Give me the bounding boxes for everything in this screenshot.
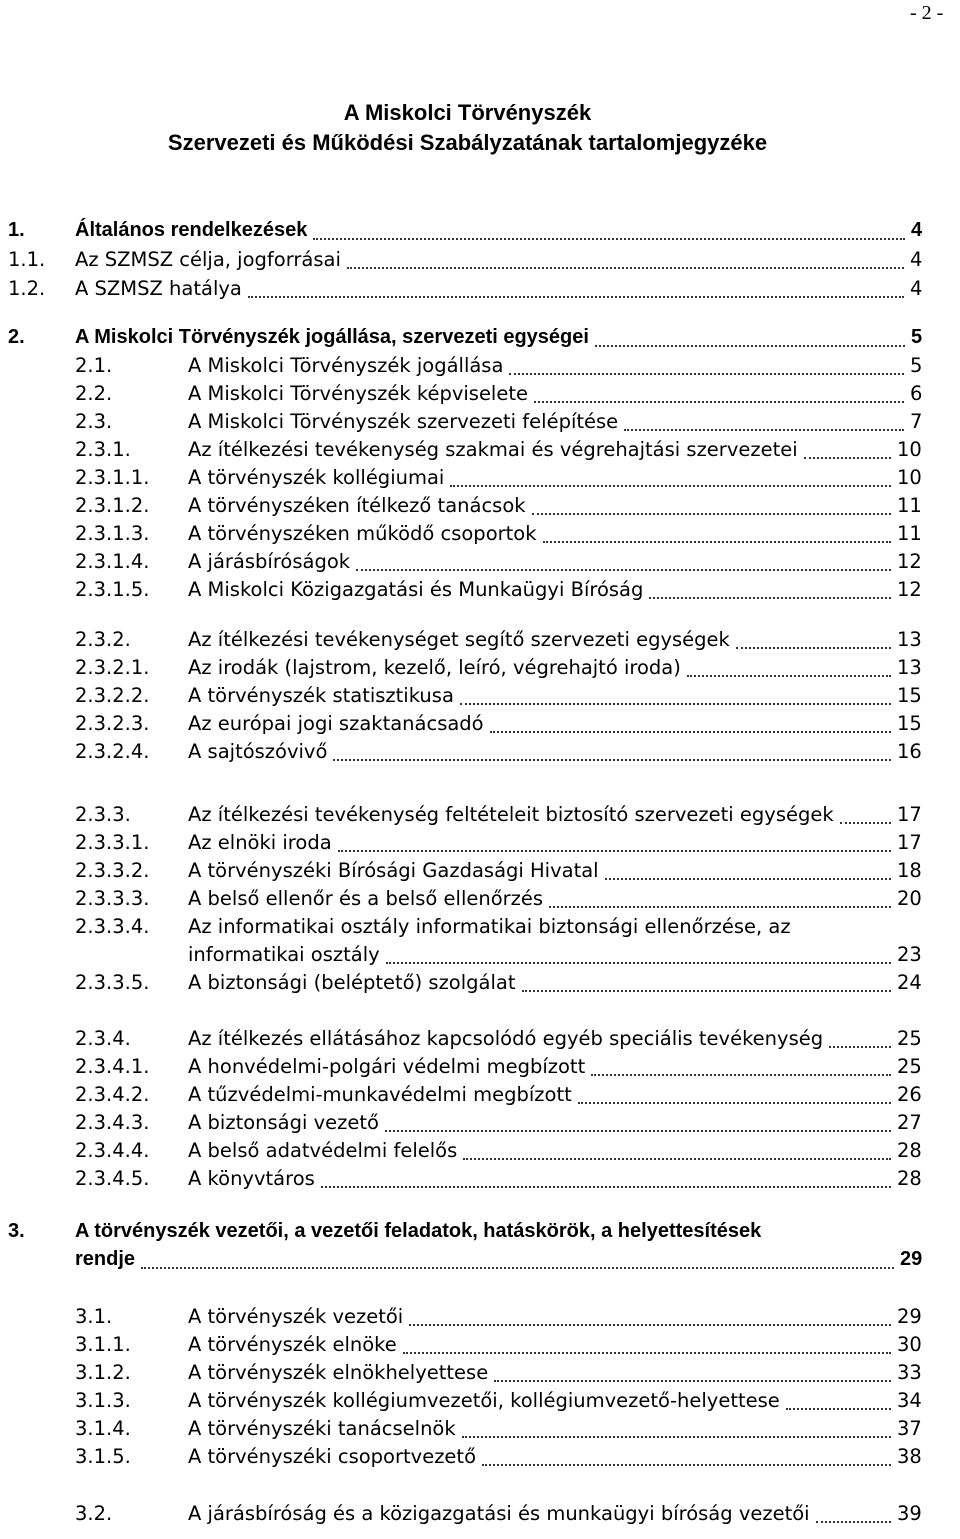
toc-entry[interactable] <box>0 971 960 999</box>
toc-entry-number: 1. <box>8 219 25 241</box>
toc-entry-page: 28 <box>897 1167 922 1190</box>
toc-entry-title: Az informatikai osztály informatikai biztonsági ellenőrzése, az <box>188 915 791 938</box>
toc-entry[interactable] <box>0 1220 960 1248</box>
toc-entry-number: 3.1.1. <box>75 1333 131 1356</box>
toc-entry[interactable] <box>0 1167 960 1195</box>
toc-entry[interactable] <box>0 712 960 740</box>
toc-entry-title: rendje <box>75 1248 136 1270</box>
toc-entry-title: A honvédelmi-polgári védelmi megbízott <box>188 1055 586 1078</box>
toc-entry-title: Az SZMSZ célja, jogforrásai <box>75 248 341 271</box>
toc-entry-number: 2.3.2.4. <box>75 740 150 763</box>
toc-entry-number: 2.3. <box>75 410 113 433</box>
toc-leader-dots <box>313 224 905 240</box>
toc-leader-dots <box>338 836 891 852</box>
toc-leader-dots <box>409 1310 891 1326</box>
toc-entry-page: 18 <box>897 859 922 882</box>
toc-entry-number: 3.1.3. <box>75 1389 131 1412</box>
toc-entry[interactable] <box>0 1111 960 1139</box>
toc-entry-number: 2.3.1.3. <box>75 522 150 545</box>
toc-entry-title: Általános rendelkezések <box>75 219 308 241</box>
toc-leader-dots <box>386 948 891 964</box>
toc-entry[interactable] <box>0 1502 960 1530</box>
toc-entry-title: Az ítélkezési tevékenység feltételeit biztosító szervezeti egységek <box>188 803 834 826</box>
toc-entry-page: 29 <box>897 1305 922 1328</box>
toc-entry-page: 16 <box>897 740 922 763</box>
toc-entry-number: 3.1. <box>75 1305 113 1328</box>
toc-leader-dots <box>248 282 904 298</box>
toc-entry-title: A törvényszék statisztikusa <box>188 684 454 707</box>
toc-entry-number: 2.3.1.4. <box>75 550 150 573</box>
toc-entry-number: 2.3.1.5. <box>75 578 150 601</box>
toc-leader-dots <box>463 1144 891 1160</box>
toc-leader-dots <box>578 1088 891 1104</box>
toc-entry-number: 2.3.2. <box>75 628 131 651</box>
toc-entry[interactable] <box>0 494 960 522</box>
toc-entry-page: 5 <box>910 354 923 377</box>
toc-leader-dots <box>595 331 905 347</box>
toc-entry-title: Az ítélkezési tevékenységet segítő szervezeti egységek <box>188 628 730 651</box>
toc-entry-number: 2.3.1.1. <box>75 466 150 489</box>
toc-entry-title: A belső ellenőr és a belső ellenőrzés <box>188 887 544 910</box>
toc-entry[interactable] <box>0 1333 960 1361</box>
toc-entry-title: A Miskolci Közigazgatási és Munkaügyi Bíróság <box>188 578 644 601</box>
toc-entry[interactable] <box>0 859 960 887</box>
toc-leader-dots <box>385 1116 891 1132</box>
toc-entry[interactable] <box>0 466 960 494</box>
toc-entry-title: A törvényszéki Bírósági Gazdasági Hivatal <box>188 859 599 882</box>
toc-entry-page: 25 <box>897 1027 922 1050</box>
toc-entry-title: A biztonsági vezető <box>188 1111 379 1134</box>
toc-entry-number: 2.3.2.1. <box>75 656 150 679</box>
toc-leader-dots <box>840 808 891 824</box>
toc-leader-dots <box>490 717 891 733</box>
toc-entry-title: A Miskolci Törvényszék képviselete <box>188 382 528 405</box>
toc-entry-number: 2.3.3.1. <box>75 831 150 854</box>
toc-entry[interactable] <box>0 522 960 550</box>
toc-entry-number: 2.1. <box>75 354 113 377</box>
toc-entry[interactable] <box>0 1305 960 1333</box>
toc-entry-title: A törvényszék kollégiumai <box>188 466 445 489</box>
toc-entry-page: 37 <box>897 1417 922 1440</box>
toc-entry-number: 2.3.3.4. <box>75 915 150 938</box>
toc-entry-title: A törvényszék kollégiumvezetői, kollégiumvezető-helyettese <box>188 1389 780 1412</box>
toc-entry[interactable] <box>0 1055 960 1083</box>
toc-entry-page: 10 <box>897 438 922 461</box>
toc-leader-dots <box>591 1060 891 1076</box>
toc-entry-title: A törvényszéki tanácselnök <box>188 1417 456 1440</box>
toc-entry-page: 24 <box>897 971 922 994</box>
toc-entry-number: 2.3.4.5. <box>75 1167 150 1190</box>
toc-entry-number: 2.3.4. <box>75 1027 131 1050</box>
toc-entry-page: 17 <box>897 803 922 826</box>
toc-entry[interactable] <box>0 1248 960 1276</box>
toc-entry[interactable] <box>0 438 960 466</box>
toc-entry[interactable] <box>0 1083 960 1111</box>
toc-entry-number: 2. <box>8 326 25 348</box>
toc-entry-title: Az elnöki iroda <box>188 831 332 854</box>
toc-entry-number: 2.3.3. <box>75 803 131 826</box>
toc-entry-number: 1.2. <box>8 277 46 300</box>
toc-entry-title: Az irodák (lajstrom, kezelő, leíró, végrehajtó iroda) <box>188 656 681 679</box>
toc-entry[interactable] <box>0 354 960 382</box>
toc-leader-dots <box>494 1366 891 1382</box>
toc-entry-number: 3.1.4. <box>75 1417 131 1440</box>
toc-entry-number: 2.2. <box>75 382 113 405</box>
toc-entry-page: 13 <box>897 628 922 651</box>
toc-entry-title: A törvényszék vezetői, a vezetői feladatok, hatáskörök, a helyettesítések <box>75 1220 762 1242</box>
toc-entry-title: Az ítélkezés ellátásához kapcsolódó egyéb speciális tevékenység <box>188 1027 824 1050</box>
toc-entry-page: 29 <box>900 1248 923 1270</box>
toc-leader-dots <box>687 661 891 677</box>
toc-entry-number: 3.1.5. <box>75 1445 131 1468</box>
toc-entry-page: 30 <box>897 1333 922 1356</box>
toc-entry-page: 23 <box>897 943 922 966</box>
toc-entry[interactable] <box>0 1389 960 1417</box>
toc-leader-dots <box>460 689 891 705</box>
toc-entry-title: A SZMSZ hatálya <box>75 277 242 300</box>
toc-leader-dots <box>543 527 891 543</box>
toc-entry-number: 3.2. <box>75 1502 113 1525</box>
toc-entry-title: Az ítélkezési tevékenység szakmai és végrehajtási szervezetei <box>188 438 798 461</box>
toc-entry[interactable] <box>0 1027 960 1055</box>
toc-entry-title: A belső adatvédelmi felelős <box>188 1139 458 1162</box>
toc-entry[interactable] <box>0 803 960 831</box>
toc-entry[interactable] <box>0 628 960 656</box>
toc-leader-dots <box>649 583 891 599</box>
toc-leader-dots <box>829 1032 891 1048</box>
document-subtitle: Szervezeti és Működési Szabályzatának tartalomjegyzéke <box>167 130 768 155</box>
toc-entry-page: 4 <box>911 219 923 241</box>
toc-entry-title: A törvényszék elnökhelyettese <box>188 1361 489 1384</box>
toc-entry-number: 2.3.2.3. <box>75 712 150 735</box>
toc-entry[interactable] <box>0 382 960 410</box>
toc-leader-dots <box>786 1394 891 1410</box>
toc-entry-number: 2.3.4.3. <box>75 1111 150 1134</box>
toc-entry[interactable] <box>0 915 960 943</box>
toc-entry-title: A Miskolci Törvényszék szervezeti felépítése <box>188 410 619 433</box>
toc-entry-title: informatikai osztály <box>188 943 380 966</box>
toc-entry-page: 6 <box>910 382 923 405</box>
toc-entry-page: 11 <box>897 522 922 545</box>
toc-entry-title: A törvényszéken működő csoportok <box>188 522 537 545</box>
toc-entry-title: A törvényszéken ítélkező tanácsok <box>188 494 526 517</box>
toc-entry[interactable] <box>0 1361 960 1389</box>
toc-entry-number: 2.3.1.2. <box>75 494 150 517</box>
toc-leader-dots <box>509 359 904 375</box>
toc-entry[interactable] <box>0 410 960 438</box>
toc-entry[interactable] <box>0 219 960 247</box>
toc-leader-dots <box>482 1450 891 1466</box>
toc-entry-page: 20 <box>897 887 922 910</box>
toc-leader-dots <box>736 633 891 649</box>
toc-entry-number: 2.3.3.2. <box>75 859 150 882</box>
toc-entry-title: A Miskolci Törvényszék jogállása, szervezeti egységei <box>75 326 589 348</box>
toc-entry-page: 38 <box>897 1445 922 1468</box>
toc-entry[interactable] <box>0 1417 960 1445</box>
toc-leader-dots <box>532 499 891 515</box>
toc-entry-number: 3. <box>8 1220 25 1242</box>
toc-entry[interactable] <box>0 578 960 606</box>
toc-entry-number: 2.3.3.3. <box>75 887 150 910</box>
toc-entry-number: 3.1.2. <box>75 1361 131 1384</box>
toc-entry-title: A könyvtáros <box>188 1167 315 1190</box>
toc-entry-title: Az európai jogi szaktanácsadó <box>188 712 484 735</box>
toc-entry-page: 4 <box>910 277 923 300</box>
toc-leader-dots <box>624 415 904 431</box>
toc-entry-page: 17 <box>897 831 922 854</box>
page-number: - 2 - <box>910 2 944 24</box>
toc-entry[interactable] <box>0 248 960 276</box>
toc-entry[interactable] <box>0 740 960 768</box>
toc-entry[interactable] <box>0 1139 960 1167</box>
toc-entry-page: 5 <box>911 326 923 348</box>
toc-leader-dots <box>356 555 891 571</box>
document-title: A Miskolci Törvényszék <box>343 100 592 125</box>
toc-leader-dots <box>534 387 904 403</box>
toc-leader-dots <box>450 471 891 487</box>
toc-entry-number: 2.3.4.4. <box>75 1139 150 1162</box>
toc-leader-dots <box>347 253 904 269</box>
toc-entry[interactable] <box>0 277 960 305</box>
toc-leader-dots <box>804 443 891 459</box>
toc-leader-dots <box>816 1507 891 1523</box>
toc-leader-dots <box>141 1253 894 1269</box>
toc-entry[interactable] <box>0 1445 960 1473</box>
toc-entry-page: 11 <box>897 494 922 517</box>
toc-entry-title: A sajtószóvivő <box>188 740 328 763</box>
toc-entry[interactable] <box>0 887 960 915</box>
toc-entry-page: 39 <box>897 1502 922 1525</box>
toc-entry-page: 28 <box>897 1139 922 1162</box>
toc-entry-title: A törvényszék vezetői <box>188 1305 404 1328</box>
toc-leader-dots <box>605 864 891 880</box>
toc-entry-page: 15 <box>897 712 922 735</box>
toc-leader-dots <box>321 1172 891 1188</box>
toc-entry-page: 12 <box>897 578 922 601</box>
toc-entry-number: 2.3.3.5. <box>75 971 150 994</box>
toc-entry-title: A biztonsági (beléptető) szolgálat <box>188 971 516 994</box>
toc-entry-page: 12 <box>897 550 922 573</box>
toc-leader-dots <box>549 892 891 908</box>
toc-entry-title: A törvényszéki csoportvezető <box>188 1445 476 1468</box>
toc-entry-page: 10 <box>897 466 922 489</box>
toc-entry-number: 2.3.2.2. <box>75 684 150 707</box>
toc-entry-page: 27 <box>897 1111 922 1134</box>
toc-leader-dots <box>403 1338 891 1354</box>
toc-entry-page: 15 <box>897 684 922 707</box>
toc-entry-page: 26 <box>897 1083 922 1106</box>
toc-entry-page: 34 <box>897 1389 922 1412</box>
toc-entry-title: A járásbíróság és a közigazgatási és munkaügyi bíróság vezetői <box>188 1502 810 1525</box>
toc-entry-page: 13 <box>897 656 922 679</box>
toc-entry-number: 2.3.1. <box>75 438 131 461</box>
toc-leader-dots <box>522 976 891 992</box>
toc-entry-page: 33 <box>897 1361 922 1384</box>
toc-entry[interactable] <box>0 684 960 712</box>
toc-entry-number: 2.3.4.2. <box>75 1083 150 1106</box>
toc-entry-page: 7 <box>910 410 923 433</box>
toc-entry[interactable] <box>0 550 960 578</box>
toc-entry-page: 25 <box>897 1055 922 1078</box>
toc-entry[interactable] <box>0 943 960 971</box>
toc-entry-title: A tűzvédelmi-munkavédelmi megbízott <box>188 1083 572 1106</box>
toc-leader-dots <box>462 1422 891 1438</box>
toc-entry[interactable] <box>0 656 960 684</box>
toc-entry[interactable] <box>0 831 960 859</box>
toc-entry-page: 4 <box>910 248 923 271</box>
toc-entry-title: A Miskolci Törvényszék jogállása <box>188 354 504 377</box>
toc-leader-dots <box>333 745 891 761</box>
toc-entry-title: A törvényszék elnöke <box>188 1333 397 1356</box>
toc-entry[interactable] <box>0 326 960 354</box>
toc-entry-number: 2.3.4.1. <box>75 1055 150 1078</box>
toc-entry-title: A járásbíróságok <box>188 550 351 573</box>
toc-entry-number: 1.1. <box>8 248 46 271</box>
